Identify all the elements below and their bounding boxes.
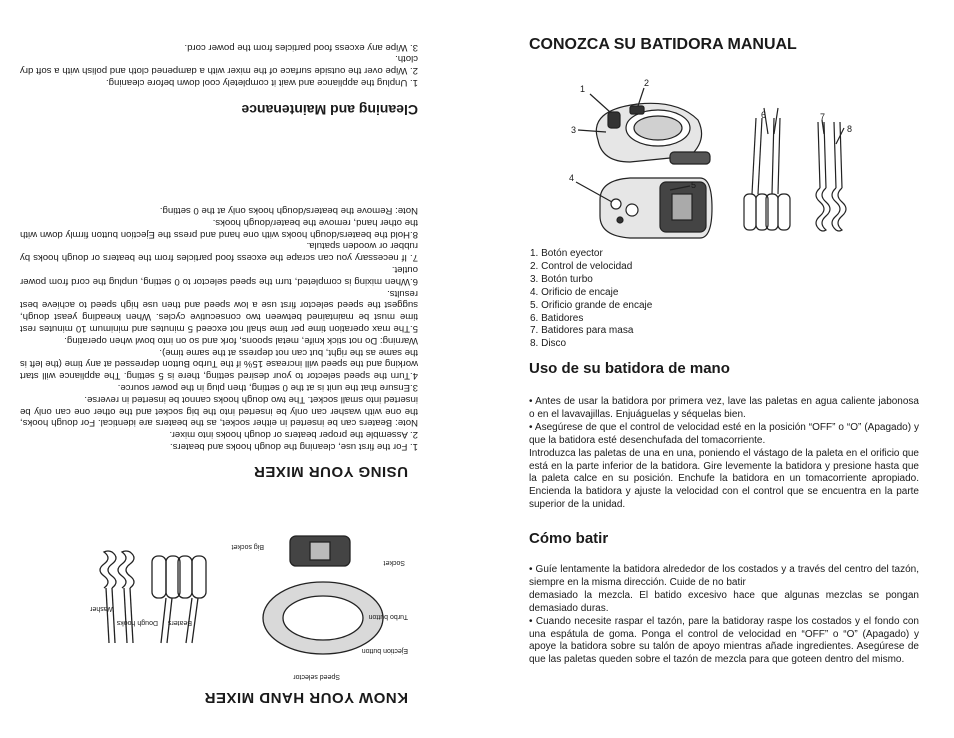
batir-title: Cómo batir <box>529 530 609 547</box>
using-step: 1. For the first use, cleaning the dough hooks and beaters. <box>170 441 418 452</box>
label-speed-selector: Speed selector <box>293 673 340 680</box>
batir-text <box>529 564 919 667</box>
using-step: Note: Beaters can be inserted in either socket, as the beaters are identical. For dough hooks, the one with washer can only be inserted into the big socket and the other one can only be inserted into small socket. The two dough hooks cannot be inserted in reverse. <box>20 393 418 429</box>
cleaning-title: Cleaning and Maintenance <box>241 102 418 118</box>
using-steps <box>20 204 418 452</box>
part-item: 3. Botón turbo <box>530 273 593 285</box>
using-step: Note: Remove the beaters/dough hooks only at the 0 setting. <box>159 205 418 217</box>
uso-paragraph: Introduzca las paletas de una en una, poniendo el vástago de la paleta en el orificio que está en la parte inferior de la batidora. Gire levemente la batidora y presione hasta que la paleta calce en su posición. Enchufe la batidora en un tomacorriente apropiado. Encienda la batidora y ajuste la velocidad con el control que se encuentra en la parte superior de la unidad. <box>529 447 919 511</box>
mixer-diagram-es <box>520 70 920 250</box>
label-big-socket: Big socket <box>231 543 264 550</box>
part-item: 4. Orificio de encaje <box>530 286 619 298</box>
diagram-number: 3 <box>571 125 577 135</box>
part-item: 6. Batidores <box>530 312 584 324</box>
using-step: 8.Hold the beaters/dough hooks with one hand and press the Ejection button firmly down with the other hand, remove the beater/dough hooks. <box>20 216 418 240</box>
label-turbo-button: Turbo button <box>368 613 408 620</box>
cleaning-step: 2. Wipe over the outside surface of the mixer with a dampened cloth and polish with a soft dry cloth. <box>20 53 418 77</box>
cleaning-step: 3. Wipe any excess food particles from the power cord. <box>184 41 418 53</box>
part-item: 1. Botón eyector <box>530 248 603 259</box>
diagram-number: 5 <box>691 180 697 190</box>
using-step: 6.When mixing is completed, turn the speed selector to 0 setting, unplug the cord from power outlet. <box>20 264 418 287</box>
conozca-title: CONOZCA SU BATIDORA MANUAL <box>529 36 797 53</box>
diagram-number: 6 <box>761 110 767 120</box>
using-step: 5.The max operation time per time shall not exceed 5 minutes and minimum 10 minutes rest time must be maintained between two consecutive cycles. When kneading yeast dough, suggest the speed selector first use a low speed and then use high speed to achieve best results. <box>20 287 418 335</box>
uso-paragraph: • Asegúrese de que el control de velocidad esté en la posición “OFF” o “O” (Apagado) y que la batidora esté desenchufada del tomacorriente. <box>529 421 919 446</box>
uso-text <box>529 396 919 512</box>
diagram-number: 8 <box>847 124 853 134</box>
part-item: 5. Orificio grande de encaje <box>530 299 653 311</box>
using-step: 4.Turn the speed selector to your desired setting, there is 5 setting. The appliance will start working and the speed will increase 15% if the Turbo Button depressed at any time (the left is the same as the right, but can not depress at the same time). <box>20 346 418 382</box>
batir-paragraph: demasiado la mezcla. El batido excesivo hace que algunas mezclas se pongan demasiado duras. <box>529 589 919 614</box>
label-dough-hooks: Dough hooks <box>116 619 158 626</box>
using-step: Warning: Do not stick knife, metal spoons, fork and so on into bowl when operating. <box>64 334 418 346</box>
uso-paragraph: • Antes de usar la batidora por primera vez, lave las paletas en agua caliente jabonosa o en el lavavajillas. Enjuáguelas y séquelas bien. <box>529 396 919 420</box>
diagram-number: 2 <box>644 78 650 88</box>
using-step: 2. Assemble the proper beaters or dough hooks into mixer. <box>169 429 418 441</box>
diagram-number: 1 <box>580 84 586 94</box>
label-ejection-button: Ejection button <box>361 647 408 654</box>
using-step: 7. If necessary you can scrape the excess food particles from the beaters or dough hooks by rubber or wooden spatula. <box>20 240 418 264</box>
part-item: 2. Control de velocidad <box>530 260 633 272</box>
batir-paragraph: • Guíe lentamente la batidora alrededor de los costados y a través del centro del tazón, siempre en la misma dirección. Cuide de no batir <box>529 564 919 588</box>
english-page <box>0 0 460 738</box>
diagram-number: 7 <box>820 112 826 122</box>
uso-title: Uso de su batidora de mano <box>529 360 730 377</box>
label-washer: Washer <box>90 605 114 612</box>
batir-paragraph: • Cuando necesite raspar el tazón, pare la batidoray raspe los costados y el fondo con una espátula de goma. Ponga el control de velocidad en “OFF” o “O” (Apagado) y apoye la batidora sobre su talón de apoyo mientras añade ingredientes. Asegúrese de que las paletas queden sobre el tazón de mezcla para que goteen dentro del mismo. <box>529 615 919 666</box>
diagram-number: 4 <box>569 173 575 183</box>
spanish-page <box>520 0 920 738</box>
cleaning-step: 1. Unplug the appliance and wait it completely cool down before cleaning. <box>106 77 418 88</box>
label-beaters: Beaters <box>167 619 192 626</box>
using-title: USING YOUR MIXER <box>253 463 408 480</box>
part-item: 8. Disco <box>530 338 567 350</box>
cleaning-steps <box>20 41 418 88</box>
know-title: KNOW YOUR HAND MIXER <box>204 689 408 706</box>
part-item: 7. Batidores para masa <box>530 325 634 337</box>
label-socket: Socket <box>383 559 405 566</box>
using-step: 3.Ensure that the unit is at the 0 setting, then plug in the power source. <box>117 382 418 394</box>
parts-list <box>530 248 652 351</box>
